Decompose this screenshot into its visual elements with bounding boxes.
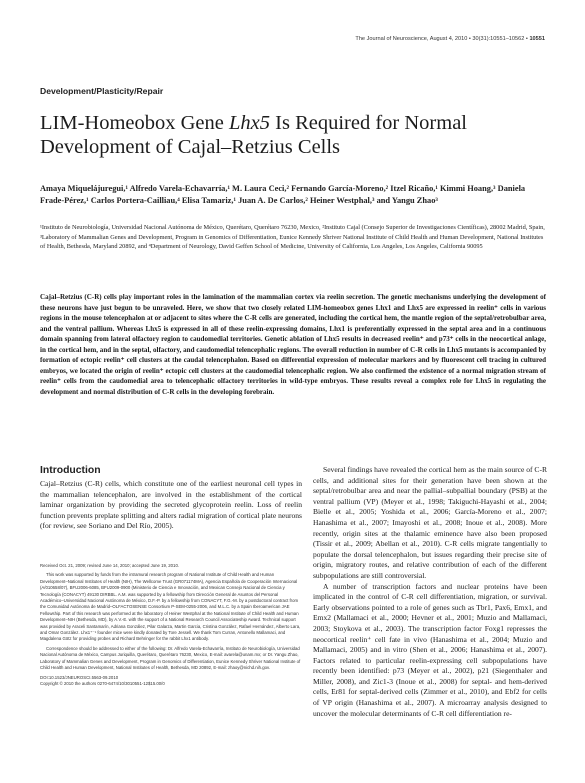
received-dates: Received Oct. 21, 2009; revised June 14, 2010; accepted June 19, 2010. (40, 563, 180, 568)
introduction-paragraph-2: Several findings have revealed the cortical hem as the main source of C-R cells, and additional sites for their generation have been shown at the septal/retrobulbar area and near the pallial–subpallial boundary (PSB) at the ventral pallium (VP) (Meyer et al., 1998; Takiguchi-Hayashi et al., 2004; Bielle et al., 2005; Yoshida et al., 2006; García-Moreno et al., 2007; Hanashima et al., 2007; Imayoshi et al., 2008; Inoue et al., 2008). More recently, origin sites at the thalamic eminence have also been proposed (Tissir et al., 2009; Abellan et al., 2010). C-R cells migrate tangentially to populate the dorsal telencephalon, but issues regarding their precise site of origin, migratory routes, and relative contribution of each of the different subpopulations are still controversial. (313, 465, 547, 580)
running-head (355, 36, 545, 42)
introduction-heading: Introduction (40, 465, 101, 476)
abstract: Cajal–Retzius (C-R) cells play important roles in the lamination of the mammalian cortex via reelin secretion. The genetic mechanisms underlying the development of these neurons have just begun to be unraveled. Here, we show that two closely related LIM-homeobox genes Lhx1 and Lhx5 are expressed in reelin⁺ cells in various regions in the mouse telencephalon at or adjacent to sites where the C-R cells are generated, including the cortical hem, the mantle region of the septal/retrobulbar area, and the ventral pallium. Whereas Lhx5 is expressed in all of these reelin-expressing domains, Lhx1 is preferentially expressed in the septal area and in a continuous domain spanning from lateral olfactory region to caudomedial territories. Genetic ablation of Lhx5 results in decreased reelin⁺ and p73⁺ cells in the neocortical anlage, in the cortical hem, and in the septal, olfactory, and caudomedial telencephalic regions. The overall reduction in number of C-R cells in Lhx5 mutants is accompanied by formation of ectopic reelin⁺ cell clusters at the caudal telencephalon. Based on differential expression of molecular markers and by fluorescent cell tracing in cultured embryos, we located the origin of reelin⁺ ectopic cell clusters at the caudomedial telencephalic region. We also confirmed the existence of a normal migration stream of reelin⁺ cells from the caudomedial area to telencephalic olfactory territories in wild-type embryos. These results reveal a complex role for Lhx5 in regulating the development and normal distribution of C-R cells in the developing forebrain. (40, 293, 546, 396)
journal-citation: The Journal of Neuroscience, August 4, 2010 • 30(31):10551–10562 • (355, 36, 530, 42)
affiliations: ¹Instituto de Neurobiología, Universidad Nacional Autónoma de México, Querétaro, Querétaro 76230, Mexico, ²Instituto Cajal (Consejo Superior de Investigaciones Científicas), 28002 Madrid, Spain, ³Laboratory of Mammalian Genes and Development, Program in Genomics of Differentiation, Eunice Kennedy Shriver National Institute of Child Health and Human Development, National Institutes of Health, Bethesda, Maryland 20892, and ⁴Department of Neurology, David Geffen School of Medicine, University of California, Los Angeles, Los Angeles, California 90095 (40, 224, 545, 251)
title-part-1: LIM-Homeobox Gene (40, 112, 230, 134)
footnotes (40, 563, 302, 687)
title-part-2: Is Required for Normal Development of Cajal–Retzius Cells (40, 112, 467, 158)
article-title (40, 111, 550, 159)
left-column (40, 465, 302, 532)
right-column (313, 465, 547, 719)
introduction-paragraph-3: A number of transcription factors and nuclear proteins have been implicated in the control of C-R cell differentiation, migration, or survival. Early observations pointed to a role of genes such as Tbr1, Pax6, Emx1, and Emx2 (Mallamaci et al., 2000; Hevner et al., 2001; Muzio and Mallamaci, 2003; Stoykova et al., 2003). The transcription factor Foxg1 represses the neocortical reelin⁺ cell fate in vivo (Hanashima et al., 2004; Muzio and Mallamaci, 2005) and in vitro (Shen et al., 2006; Hanashima et al., 2007). Factors related to particular reelin-expressing cell subpopulations have recently been identified: p73 (Meyer et al., 2002), p21 (Siegenthaler and Miller, 2008), and Zic1-3 (Inoue et al., 2008) for septal- and hem-derived cells, Er81 for septal-derived cells (Zimmer et al., 2010), and Ebf2 for cells of VP origin (Hanashima et al., 2007). A microarray analysis designed to uncover the molecular determinants of C-R cell differentiation re- (313, 581, 547, 718)
introduction-paragraph-1: Cajal–Retzius (C-R) cells, which constitute one of the earliest neuronal cell types in the mammalian telencephalon, are involved in the establishment of the cortical laminar organization by providing the secreted glycoprotein reelin. Loss of reelin function prevents preplate splitting and alters radial migration of cortical plate neurons (for review, see Soriano and Del Río, 2005). (40, 479, 302, 531)
title-gene: Lhx5 (229, 112, 271, 134)
section-label: Development/Plasticity/Repair (40, 86, 164, 96)
copyright: Copyright © 2010 the authors 0270-6474/10/3010551-12$15.00/0 (40, 680, 165, 686)
page-number: 10551 (529, 36, 545, 42)
correspondence: Correspondence should be addressed to either of the following: Dr. Alfredo Varela-Echavarría, Instituto de Neurobiología, Universidad Nacional Autónoma de México, Campus Juriquilla, Querétaro, Querétaro 76230, Mexico, E-mail: avarela@unam.mx; or Dr. Yangu Zhao, Laboratory of Mammalian Genes and Development, Program in Genomics of Differentiation, Eunice Kennedy Shriver National Institute of Child Health and Human Development, National Institutes of Health, Bethesda, MD 20892, E-mail: zhaoy@nichd.nih.gov. (40, 645, 301, 671)
doi: DOI:10.1523/JNEUROSCI.5563-09.2010 (40, 674, 119, 680)
author-list: Amaya Miquelájuregui,¹ Alfredo Varela-Echavarría,¹ M. Laura Ceci,² Fernando García-Moreno,² Itzel Ricaño,¹ Kimmi Hoang,³ Daniela Frade-Pérez,¹ Carlos Portera-Cailliau,⁴ Elisa Tamariz,¹ Juan A. De Carlos,² Heiner Westphal,³ and Yangu Zhao³ (40, 184, 526, 205)
funding-acknowledgments: This work was supported by funds from the intramural research program of National Institute of Child Health and Human Development–National Institutes of Health (NIH), The Wellcome Trust (GR071174MA), Agencia Española de Cooperación Internacional (A/010658/07), BFU2006-6085, BFU2009-0900 (Ministerio de Ciencia e Innovación, and Mexican Consejo Nacional de Ciencia y Tecnología (CONACYT) 49130 DIRBBL. A.M. was supported by a fellowship from Dirección General de Asuntos del Personal Académico–Universidad Nacional Autónoma de México, D.F.-P. by a fellowship from CONACYT, F.G.-M. by a postdoctoral contract from the Comunidad Autónoma de Madrid–OLFACTOSENSE Consortium P-SEM-0255-2006, and M.L.C. by a Spain Iberoamerican JAE Fellowship. Part of this research was performed at the laboratory of Heiner Westphal at the National Institute of Child Health and Human Development–NIH (Bethesda, MD), by A.V.-E. with the support of a National Research Council Associateship Award. Technical support was provided by Araceli Santamarín, Adriana González, Pilar Galarza, Martin Garcia, Cristina González, Rafael Hernández, Alberto Lara, and Omar González. Lhx1⁺⁻¹ founder mice were kindly donated by Tore Jessell. We thank Tom Curran, Antonello Mallamaci, and Magdalena Götz for providing probes and Richard Behringer for the rabbit Lhx1 antibody. (40, 572, 301, 642)
